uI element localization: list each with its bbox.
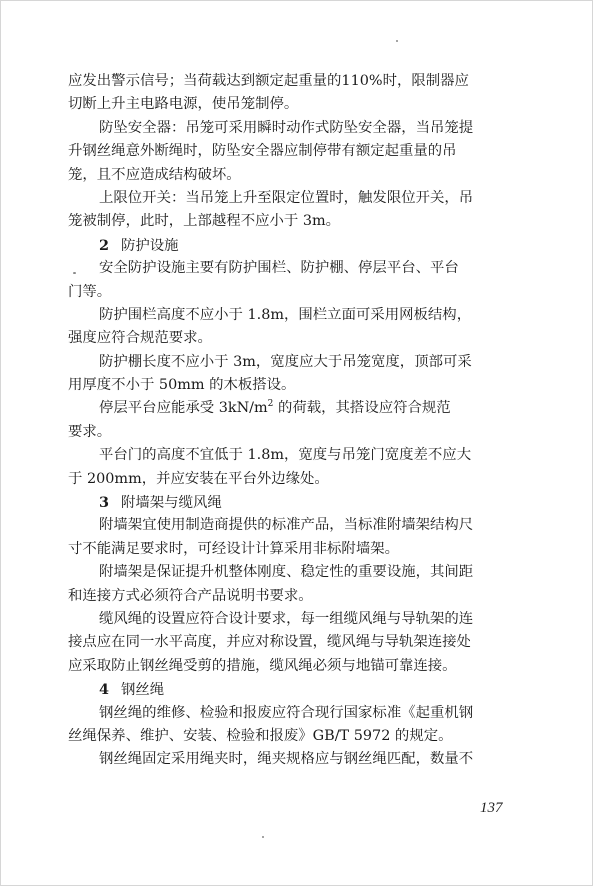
- section-title: 钢丝绳: [121, 682, 165, 699]
- body-text-line: 应发出警示信号；当荷载达到额定起重量的110%时，限制器应: [68, 73, 469, 89]
- body-text-line: 附墙架是保证提升机整体刚度、稳定性的重要设施，其间距: [99, 564, 474, 581]
- body-text-line: 防护棚长度不应小于 3m，宽度应大于吊笼宽度，顶部可采: [99, 353, 472, 370]
- body-text-line: 切断上升主电路电源，使吊笼制停。: [68, 96, 299, 113]
- body-text-line: 钢丝绳的维修、检验和报废应符合现行国家标准《起重机钢: [99, 704, 474, 721]
- section-title: 附墙架与缆风绳: [121, 495, 222, 512]
- section-number: 4: [99, 681, 110, 699]
- text-segment: 停层平台应能承受 3kN/m: [99, 400, 268, 417]
- page-body: [68, 70, 520, 772]
- superscript: 2: [267, 399, 274, 410]
- section-title: 防护设施: [121, 237, 179, 254]
- body-text-line: 防护围栏高度不应小于 1.8m，围栏立面可采用网板结构，: [99, 306, 472, 323]
- scan-speck: [262, 836, 264, 838]
- body-text-line: 强度应符合规范要求。: [68, 330, 212, 347]
- body-text-line: 平台门的高度不宜低于 1.8m，宽度与吊笼门宽度差不应大: [99, 447, 472, 464]
- body-text-line: 防坠安全器：吊笼可采用瞬时动作式防坠安全器，当吊笼提: [99, 119, 474, 136]
- body-text-line: 丝绳保养、维护、安装、检验和报废》GB/T 5972 的规定。: [68, 727, 453, 744]
- section-heading: [68, 491, 520, 514]
- scan-speck: [73, 272, 76, 274]
- body-text-line: 于 200mm，并应安装在平台外边缘处。: [68, 470, 329, 487]
- body-text-line: 上限位开关：当吊笼上升至限定位置时，触发限位开关，吊: [99, 189, 474, 206]
- text-segment: 的荷载，其搭设应符合规范: [273, 400, 451, 417]
- body-text-line: 安全防护设施主要有防护围栏、防护棚、停层平台、平台: [99, 260, 459, 277]
- section-number: 3: [99, 494, 110, 512]
- body-text-line: 寸不能满足要求时，可经设计计算采用非标附墙架。: [68, 540, 399, 557]
- section-heading: [68, 234, 520, 257]
- body-text-line: 要求。: [68, 423, 112, 440]
- section-heading: [68, 678, 520, 701]
- body-text-line: [68, 397, 520, 420]
- body-text-line: 升钢丝绳意外断绳时，防坠安全器应制停带有额定起重量的吊: [68, 143, 457, 160]
- body-text-line: 用厚度不小于 50mm 的木板搭设。: [68, 377, 296, 394]
- body-text-line: 门等。: [68, 283, 112, 300]
- body-text-line: 钢丝绳固定采用绳夹时，绳夹规格应与钢丝绳匹配，数量不: [99, 751, 474, 768]
- body-text-line: 笼被制停，此时，上部越程不应小于 3m。: [68, 213, 341, 230]
- scan-speck: [396, 40, 398, 42]
- body-text-line: 和连接方式必须符合产品说明书要求。: [68, 587, 313, 604]
- body-text-line: 接点应在同一水平高度，并应对称设置，缆风绳与导轨架连接处: [68, 634, 471, 651]
- body-text-line: 附墙架宜使用制造商提供的标准产品，当标准附墙架结构尺: [99, 517, 474, 534]
- body-text-line: 应采取防止钢丝绳受剪的措施，缆风绳必须与地锚可靠连接。: [68, 657, 457, 674]
- body-text-line: 缆风绳的设置应符合设计要求，每一组缆风绳与导轨架的连: [99, 610, 474, 627]
- page-number: 137: [480, 800, 503, 816]
- section-number: 2: [99, 236, 110, 254]
- body-text-line: 笼，且不应造成结构破坏。: [68, 166, 241, 183]
